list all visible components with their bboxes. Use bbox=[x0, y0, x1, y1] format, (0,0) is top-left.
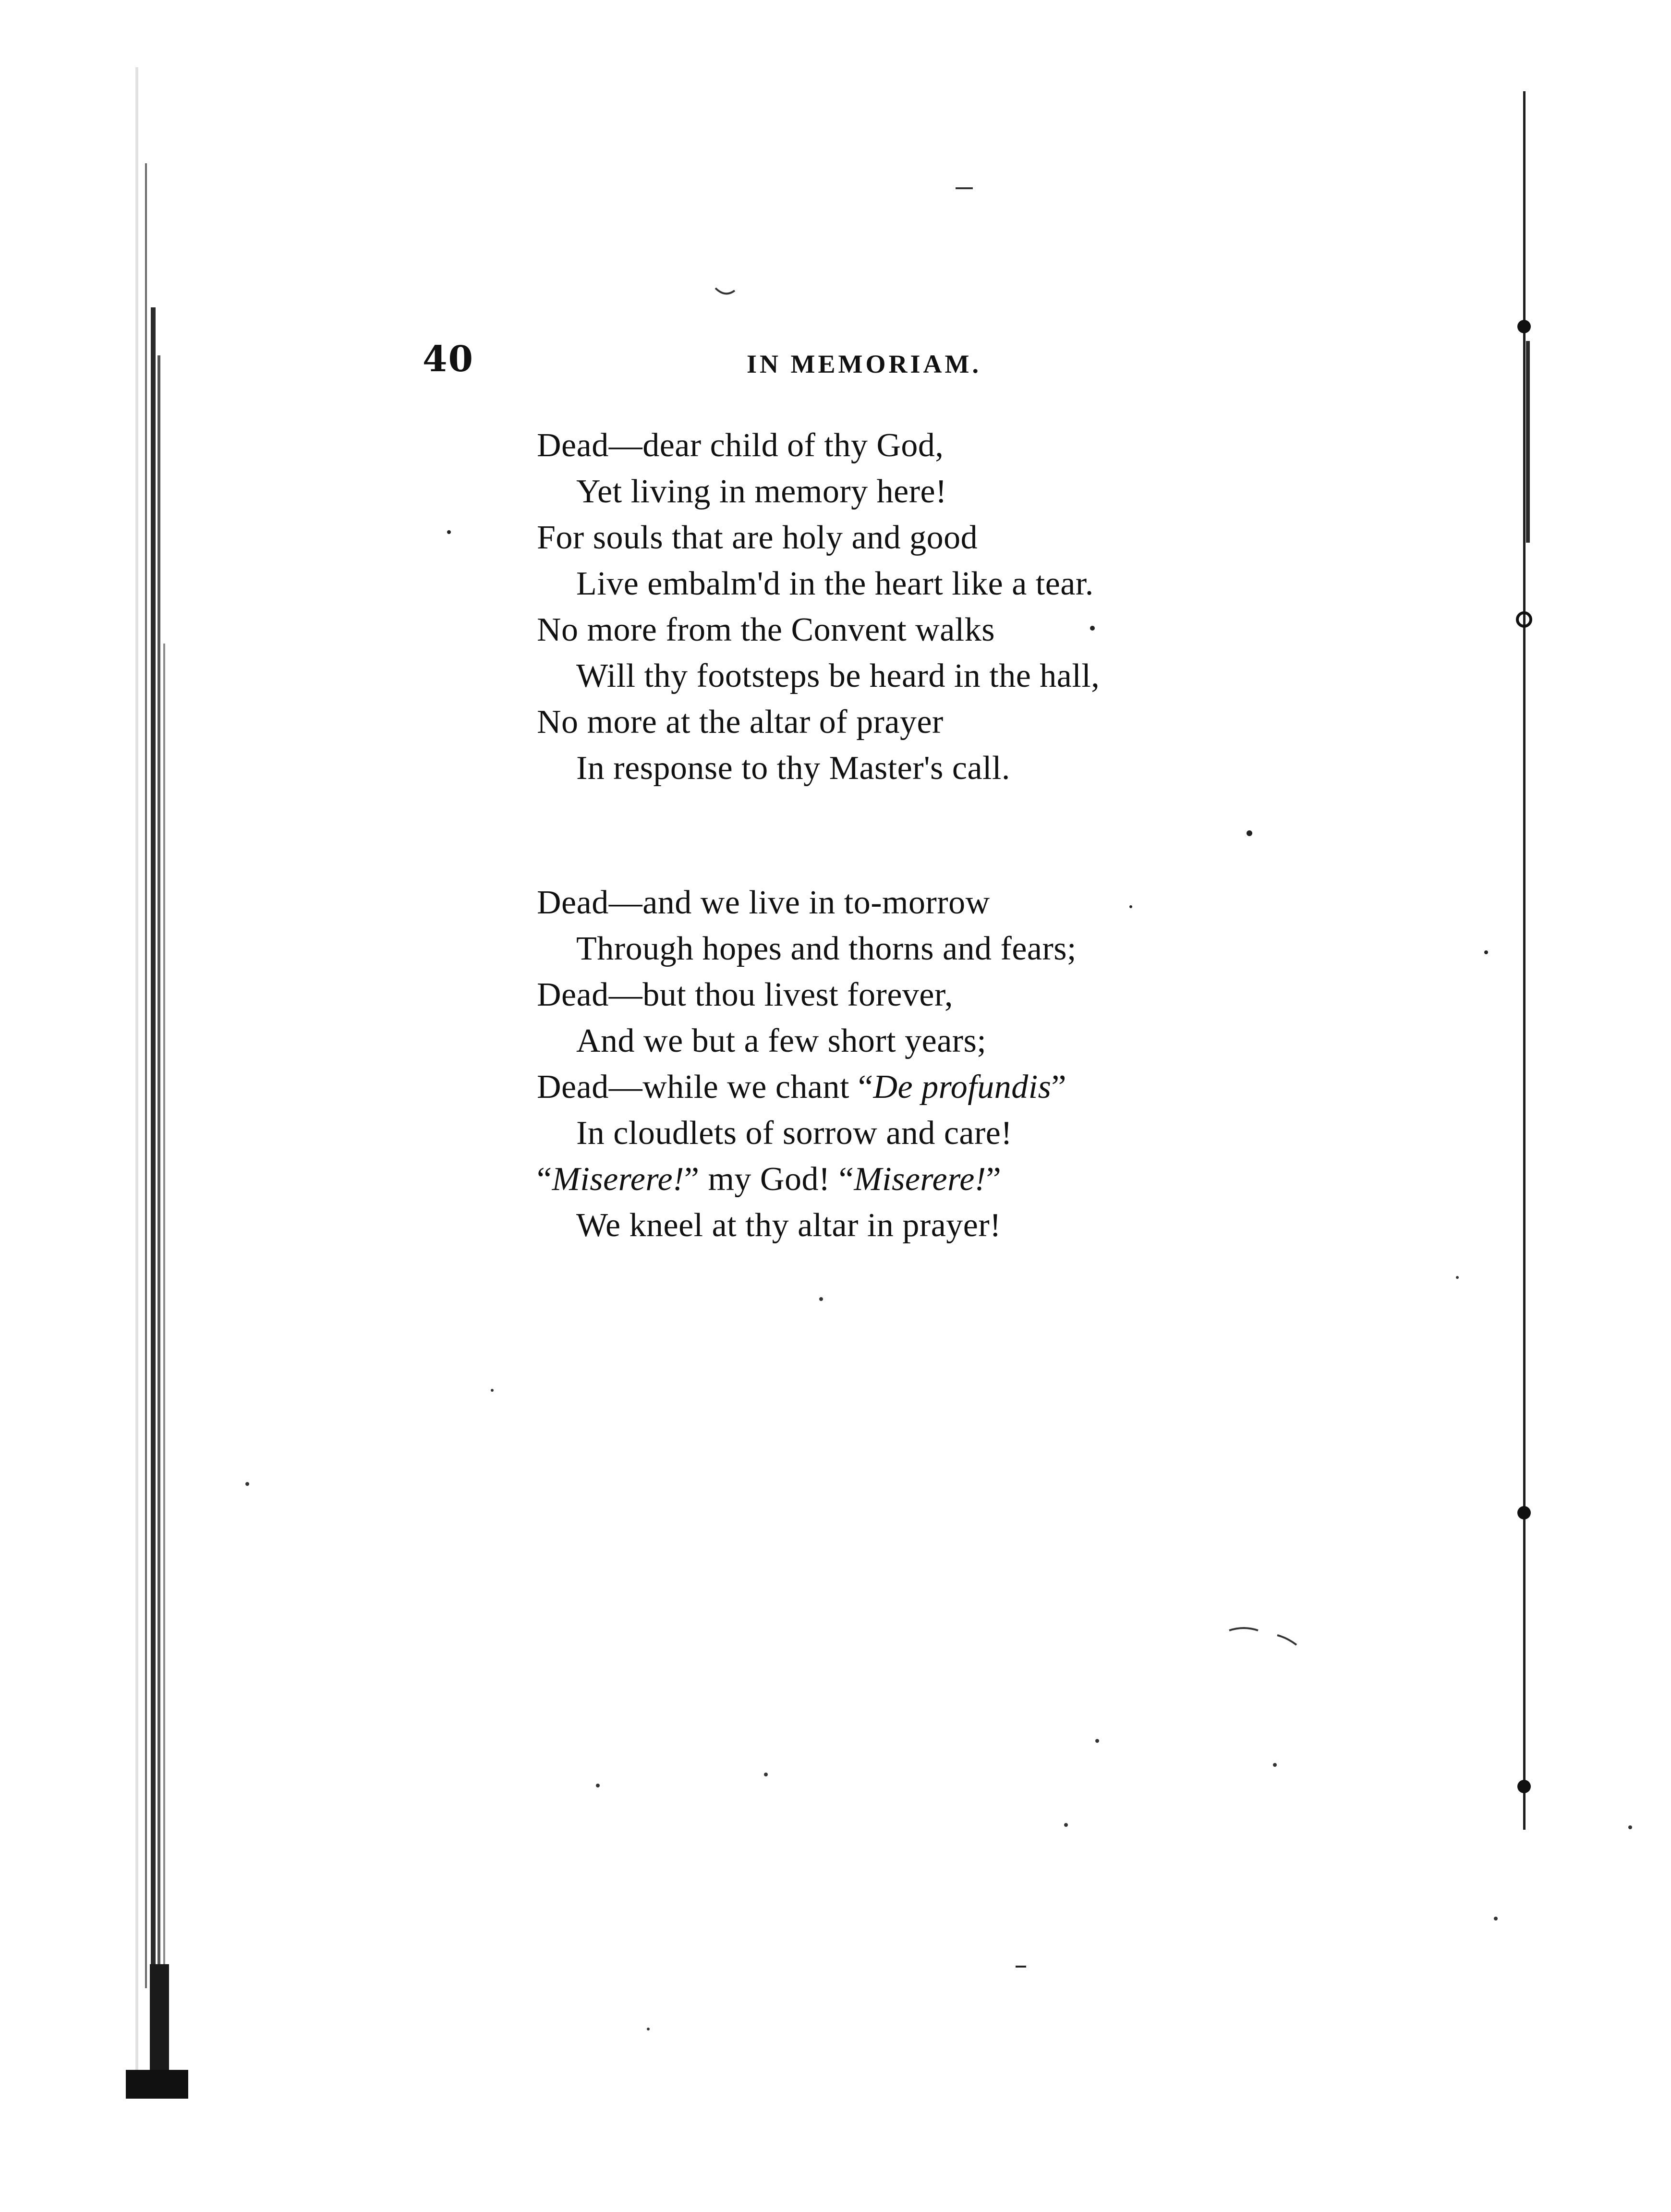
line-text: ” my God! “ bbox=[684, 1161, 854, 1198]
poem-line: In cloudlets of sorrow and care! bbox=[576, 1115, 1013, 1152]
left-binding-edge bbox=[126, 67, 188, 2099]
right-binding-thread bbox=[1513, 91, 1541, 1830]
poem-line: And we but a few short years; bbox=[576, 1022, 987, 1059]
poem-line: In response to thy Master's call. bbox=[576, 750, 1010, 787]
page-number: 40 bbox=[423, 339, 474, 380]
stanza-2 bbox=[537, 880, 1257, 1249]
poem-line: No more from the Convent walks bbox=[537, 611, 995, 648]
line-text: ” bbox=[986, 1161, 1002, 1198]
italic-phrase: De profundis bbox=[873, 1069, 1052, 1106]
poem-line: Through hopes and thorns and fears; bbox=[576, 930, 1077, 967]
poem-line: Yet living in memory here! bbox=[576, 473, 947, 510]
stanza-1 bbox=[537, 423, 1257, 791]
poem-line bbox=[537, 1064, 1257, 1110]
poem-line: For souls that are holy and good bbox=[537, 519, 978, 556]
poem-line: Dead—dear child of thy God, bbox=[537, 427, 944, 464]
line-text: Dead—while we chant “ bbox=[537, 1069, 873, 1106]
poem-line: Dead—and we live in to-morrow bbox=[537, 884, 990, 921]
italic-phrase: Miserere! bbox=[552, 1161, 684, 1198]
poem-line: Will thy footsteps be heard in the hall, bbox=[576, 657, 1100, 694]
line-text: ” bbox=[1051, 1069, 1066, 1106]
poem-line bbox=[537, 1156, 1257, 1203]
italic-phrase: Miserere! bbox=[854, 1161, 986, 1198]
line-text: “ bbox=[537, 1161, 552, 1198]
poem-line: Dead—but thou livest forever, bbox=[537, 976, 954, 1013]
poem-line: Live embalm'd in the heart like a tear. bbox=[576, 565, 1094, 602]
poem-line: No more at the altar of prayer bbox=[537, 704, 944, 741]
running-title: IN MEMORIAM. bbox=[747, 350, 981, 378]
poem-line: We kneel at thy altar in prayer! bbox=[576, 1207, 1001, 1244]
